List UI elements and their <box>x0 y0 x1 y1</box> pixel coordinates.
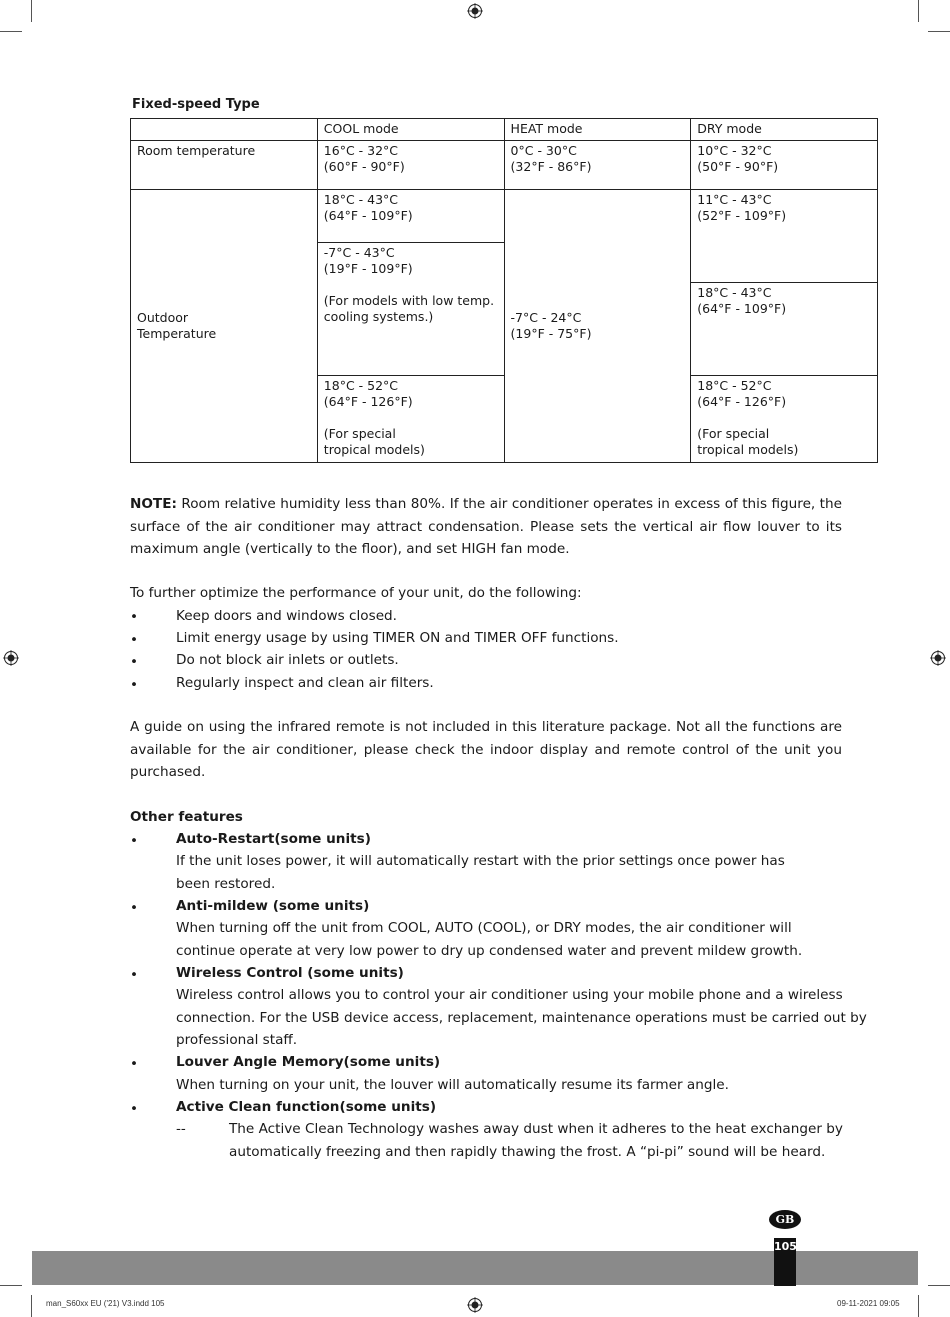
row-label: Room temperature <box>131 141 318 190</box>
feature-title: Louver Angle Memory(some units) <box>176 1054 441 1070</box>
table-header-row <box>131 119 878 141</box>
bullet: • <box>130 900 139 916</box>
feature-text: When turning off the unit from COOL, AUTO (COOL), or DRY modes, the air conditioner will <box>176 920 792 936</box>
registration-mark-icon <box>3 650 19 666</box>
feature-text: continue operate at very low power to dry up condensed water and prevent mildew growth. <box>176 943 803 959</box>
crop-mark <box>918 0 919 22</box>
registration-mark-icon <box>467 3 483 19</box>
feature-text: When turning on your unit, the louver will automatically resume its farmer angle. <box>176 1077 729 1093</box>
table-cell: 18°C - 43°C (64°F - 109°F) <box>691 283 878 376</box>
table-cell: 18°C - 52°C (64°F - 126°F) (For special tropical models) <box>691 376 878 463</box>
table-row <box>131 141 878 190</box>
dash-marker: -- <box>176 1121 186 1137</box>
bullet: • <box>130 1101 139 1117</box>
language-badge: GB <box>769 1210 801 1229</box>
feature-title: Anti-mildew (some units) <box>176 898 370 914</box>
other-features-title: Other features <box>130 809 243 825</box>
table-cell: -7°C - 43°C (19°F - 109°F) (For models with low temp. cooling systems.) <box>317 243 504 376</box>
crop-mark <box>928 1285 950 1286</box>
feature-text: Wireless control allows you to control your air conditioner using your mobile phone and a wireless <box>176 987 843 1003</box>
table-cell: -7°C - 24°C (19°F - 75°F) <box>504 190 691 463</box>
remote-guide-paragraph: A guide on using the infrared remote is not included in this literature package. Not all the functions are available for the air conditioner, please check the indoor display and remote control of the unit you purchased. <box>130 719 842 780</box>
note-paragraph <box>130 493 842 561</box>
table-header-cell: DRY mode <box>691 119 878 141</box>
feature-text: connection. For the USB device access, replacement, maintenance operations must be carried out by <box>176 1010 867 1026</box>
note-text: Room relative humidity less than 80%. If the air conditioner operates in excess of this figure, the surface of the air conditioner may attract condensation. Please sets the vertical air flow louver to its maximum angle (vertically to the floor), and set HIGH fan mode. <box>130 496 842 557</box>
temperature-range-table <box>130 118 878 463</box>
crop-mark <box>918 1295 919 1317</box>
table-header-cell: HEAT mode <box>504 119 691 141</box>
feature-text: automatically freezing and then rapidly thawing the frost. A “pi-pi” sound will be heard. <box>229 1144 826 1160</box>
feature-text: been restored. <box>176 876 276 892</box>
file-slug: man_S60xx EU ('21) V3.indd 105 <box>46 1299 165 1308</box>
table-cell: 11°C - 43°C (52°F - 109°F) <box>691 190 878 283</box>
table-cell: 0°C - 30°C (32°F - 86°F) <box>504 141 691 190</box>
table-row <box>131 190 878 243</box>
table-cell: 16°C - 32°C (60°F - 90°F) <box>317 141 504 190</box>
section-title: Fixed-speed Type <box>132 97 260 112</box>
registration-mark-icon <box>930 650 946 666</box>
crop-mark <box>31 1295 32 1317</box>
bullet: • <box>130 632 139 648</box>
crop-mark <box>928 31 950 32</box>
bullet: • <box>130 967 139 983</box>
feature-text: The Active Clean Technology washes away dust when it adheres to the heat exchanger by <box>229 1121 843 1137</box>
crop-mark <box>0 31 22 32</box>
feature-title: Auto-Restart(some units) <box>176 831 371 847</box>
crop-mark <box>31 0 32 22</box>
table-header-cell: COOL mode <box>317 119 504 141</box>
crop-mark <box>0 1285 22 1286</box>
bullet: • <box>130 833 139 849</box>
page-number: 105 <box>774 1240 797 1253</box>
list-item: Regularly inspect and clean air filters. <box>176 675 434 691</box>
registration-mark-icon <box>467 1297 483 1313</box>
bullet: • <box>130 1056 139 1072</box>
table-cell: 18°C - 43°C (64°F - 109°F) <box>317 190 504 243</box>
feature-text: professional staff. <box>176 1032 298 1048</box>
note-label: NOTE: <box>130 496 177 512</box>
list-item: Limit energy usage by using TIMER ON and TIMER OFF functions. <box>176 630 619 646</box>
table-cell: 10°C - 32°C (50°F - 90°F) <box>691 141 878 190</box>
list-item: Do not block air inlets or outlets. <box>176 652 399 668</box>
list-item: Keep doors and windows closed. <box>176 608 398 624</box>
table-cell: 18°C - 52°C (64°F - 126°F) (For special tropical models) <box>317 376 504 463</box>
feature-title: Active Clean function(some units) <box>176 1099 437 1115</box>
row-label: Outdoor Temperature <box>131 190 318 463</box>
bullet: • <box>130 654 139 670</box>
table-header-cell <box>131 119 318 141</box>
feature-title: Wireless Control (some units) <box>176 965 404 981</box>
date-slug: 09-11-2021 09:05 <box>837 1299 900 1308</box>
bullet: • <box>130 609 139 625</box>
optimize-intro: To further optimize the performance of your unit, do the following: <box>130 585 582 601</box>
bullet: • <box>130 677 139 693</box>
feature-text: If the unit loses power, it will automatically restart with the prior settings once power has <box>176 853 785 869</box>
